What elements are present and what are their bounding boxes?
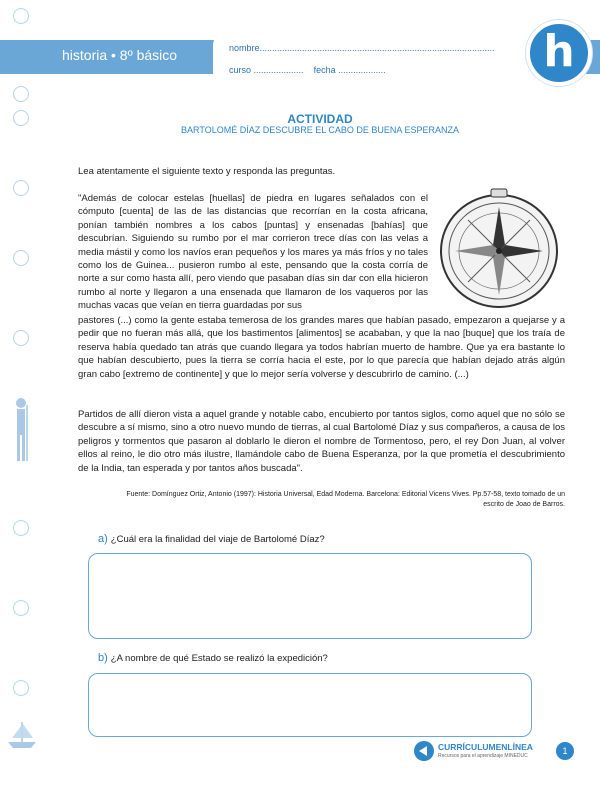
question-text: ¿A nombre de qué Estado se realizó la expedición?: [110, 653, 328, 664]
question-text: ¿Cuál era la finalidad del viaje de Bartolomé Díaz?: [110, 534, 325, 545]
historia-logo: h: [526, 20, 592, 86]
circle-ornament-icon: [13, 600, 29, 616]
explorer-figure-icon: [10, 395, 32, 465]
circle-ornament-icon: [13, 680, 29, 696]
curso-label: curso: [229, 65, 252, 75]
quote-paragraph-1-continued: pastores (...) como la gente estaba temerosa de los grandes mares que habían pasado, empezaron a quejarse y a pedir que no fueran más allá, que los bastimentos [alimentos] se acababan, y que la nao [buque] que los traía de reserva había quedado tan atrás que cuando llegara ya todos habrían muerto de hambre. Que ya era bastante lo que habían descubierto, pues la tierra se corría hacia el este, por lo que parecía que habían dejado atrás algún gran cabo [extremo de continente] y que lo mejor sería volverse y descubrirlo de camino. (...): [78, 315, 565, 380]
globe-icon: [13, 110, 29, 126]
question-a: [98, 533, 325, 545]
nombre-field[interactable]: ..............................................................................................: [259, 43, 495, 53]
source-citation: Fuente: Domínguez Ortiz, Antonio (1997): Historia Universal, Edad Moderna. Barcelona: Editorial Vicens Vives. Pp.57-58, texto tomado de un escrito de Joao de Barros.: [126, 491, 565, 508]
question-b: [98, 652, 328, 664]
compass-illustration: [433, 185, 565, 313]
activity-title: ACTIVIDAD: [287, 112, 353, 126]
question-letter: b): [98, 652, 108, 664]
curriculum-en-linea-logo: [413, 739, 533, 763]
circle-ornament-icon: [13, 86, 29, 102]
answer-box-a[interactable]: [88, 553, 532, 639]
page-number: 1: [556, 742, 574, 760]
circle-ornament-icon: [13, 250, 29, 266]
circle-ornament-icon: [13, 8, 29, 24]
footer-brand: CURRÍCULUMENLÍNEA: [438, 742, 533, 752]
fecha-label: fecha: [313, 65, 336, 75]
ship-icon: [6, 720, 38, 750]
circle-ornament-icon: [13, 330, 29, 346]
subject-label: historia • 8º básico: [62, 47, 178, 63]
curso-fecha-line: [229, 65, 386, 75]
question-letter: a): [98, 533, 108, 545]
curriculum-logo-icon: [413, 740, 435, 762]
curso-field[interactable]: ....................: [253, 65, 304, 75]
fecha-field[interactable]: ...................: [338, 65, 386, 75]
student-info-form: [213, 33, 533, 85]
nombre-line[interactable]: [229, 43, 495, 53]
answer-box-b[interactable]: [88, 673, 532, 737]
quote-paragraph-2: Partidos de allí dieron vista a aquel grande y notable cabo, encubierto por tantos siglos, como aquel que no sólo se descubre a sí mismo, sino a otro nuevo mundo de tierras, al cual Bartolomé Díaz y sus compañeros, a causa de los peligros y tormentos que pasaron al doblarlo le dieron el nombre de Tormentoso, pero, el rey Don Juan, al volver ellos al reino, le dio otro más ilustre, llamándole cabo de Buena Esperanza, por la que prometía el descubrimiento de la India, tan esperada y por tantos años buscada".: [78, 409, 565, 474]
nombre-label: nombre: [229, 43, 260, 53]
circle-ornament-icon: [13, 520, 29, 536]
instruction-text: Lea atentamente el siguiente texto y responda las preguntas.: [78, 166, 336, 177]
circle-ornament-icon: [13, 180, 29, 196]
quote-paragraph-1: "Además de colocar estelas [huellas] de piedra en lugares señalados con el cómputo [cuenta] de las de las distancias que recorrían en la costa africana, ponían también nombres a los cabos [puntas] y ensenadas [bahías] que descubrían. Siguiendo su rumbo por el mar corrieron trece días con las velas a media mástil y como los navíos eran pequeños y los mares ya más fríos y no tales como los de Guinea... pusieron rumbo al este, pensando que la costa corría de norte a sur como hasta allí, pero viendo que pasaban días sin dar con ella hicieron rumbo al norte y llegaron a una ensenada que llamaron de los vaqueros por las muchas vacas que veían en tierra guardadas por sus: [78, 193, 428, 312]
footer-tagline: Recursos para el aprendizaje MINEDUC: [438, 753, 528, 759]
activity-subtitle: BARTOLOMÉ DÍAZ DESCUBRE EL CABO DE BUENA ESPERANZA: [181, 125, 459, 135]
